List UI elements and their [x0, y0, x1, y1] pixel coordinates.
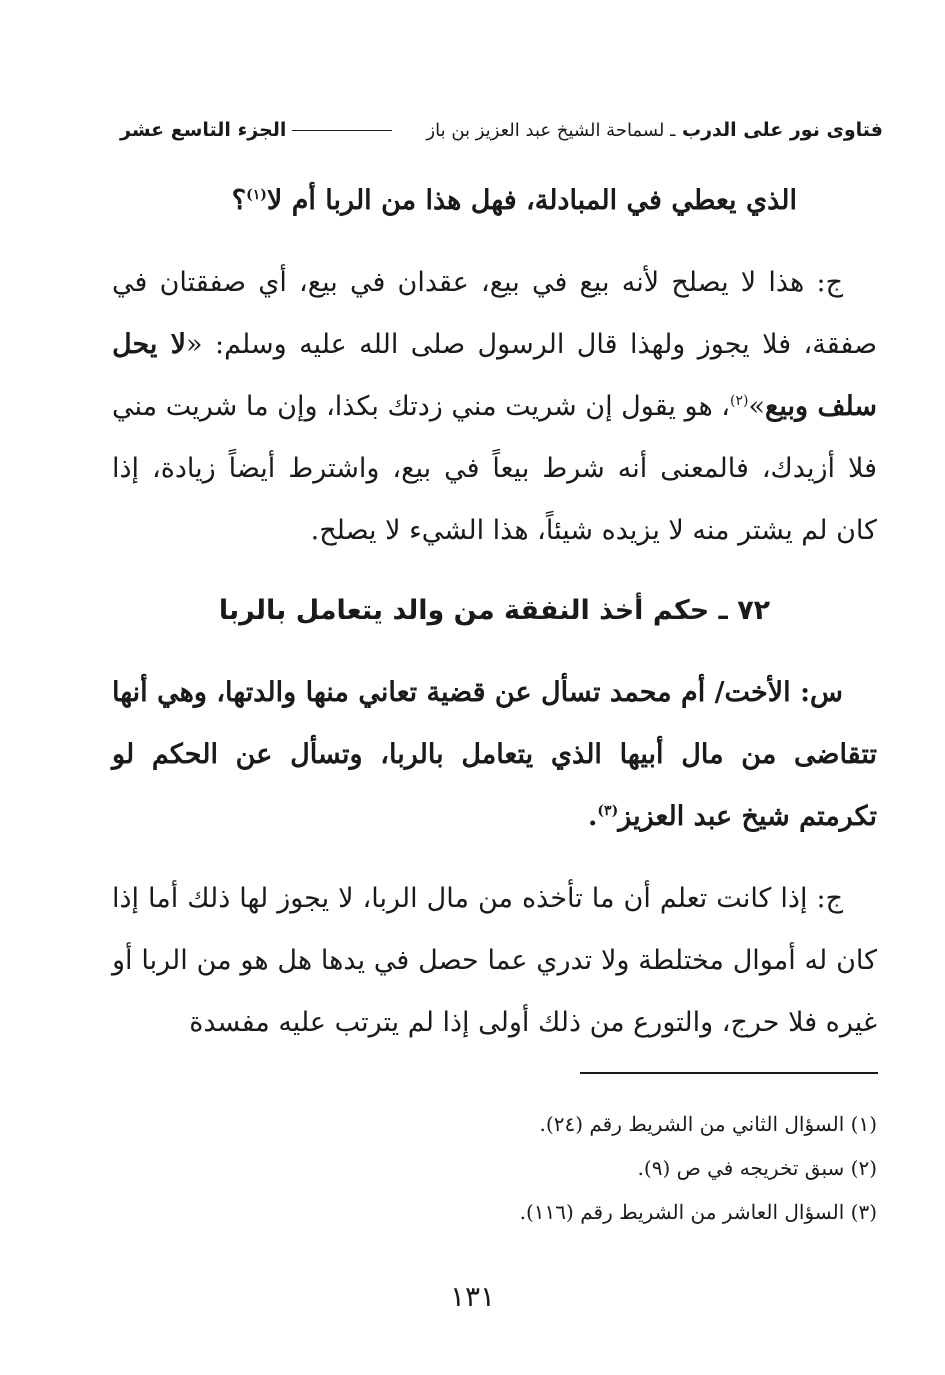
hadith-close: » — [748, 391, 766, 422]
answer1-part2: ، هو يقول إن شريت مني زدتك بكذا، وإن ما شريت مني فلا أزيدك، فالمعنى أنه شرط بيعاً في بيع، واشترط أيضاً زيادة، إذا كان لم يشتر منه لا يزيده شيئاً، هذا الشيء لا يصلح. — [112, 391, 877, 546]
answer-paragraph-1 — [112, 252, 877, 562]
header-author: ـ لسماحة الشيخ عبد العزيز بن باز — [426, 120, 676, 141]
question-paragraph-2 — [112, 662, 877, 848]
footnote-ref-1: (١) — [246, 187, 267, 203]
question-continuation — [112, 170, 877, 232]
footnotes — [112, 1102, 877, 1234]
question-continuation-text: الذي يعطي في المبادلة، فهل هذا من الربا أم لا — [266, 185, 797, 216]
footnote-2: (٢) سبق تخريجه في ص (٩). — [637, 1156, 877, 1180]
footnote-ref-3: (٣) — [597, 803, 619, 819]
header-volume-group — [120, 119, 398, 141]
hadith-quote: لا يحل سلف وبيع — [112, 329, 878, 422]
question2-text: س: الأخت/ أم محمد تسأل عن قضية تعاني منها والدتها، وهي أنها تتقاضى من مال أبيها الذي يتعامل بالربا، وتسأل عن الحكم لو تكرمتم شيخ عبد العزيز — [112, 677, 877, 832]
answer-paragraph-2: ج: إذا كانت تعلم أن ما تأخذه من مال الربا، لا يجوز لها ذلك أما إذا كان له أموال مختلطة ولا تدري عما حصل في يدها هل هو من الربا أو غيره فلا حرج، والتورع من ذلك أولى إذا لم يترتب عليه مفسدة — [112, 883, 877, 1038]
page-number: ١٣١ — [449, 1280, 496, 1313]
main-content — [112, 170, 877, 1054]
running-header — [120, 112, 883, 148]
header-book-author — [426, 119, 883, 141]
footnote-separator — [580, 1072, 878, 1074]
footnote-ref-2: (٢) — [730, 393, 749, 409]
question2-end: . — [588, 801, 598, 832]
header-dash-line — [292, 130, 392, 131]
question-continuation-end: ؟ — [231, 185, 247, 216]
footnote-3: (٣) السؤال العاشر من الشريط رقم (١١٦). — [519, 1200, 877, 1224]
header-book-title: فتاوى نور على الدرب — [682, 119, 883, 141]
answer1-part1: ج: هذا لا يصلح لأنه بيع في بيع، عقدان في بيع، أي صفقتان في صفقة، فلا يجوز ولهذا قال الرسول صلى الله عليه وسلم: « — [112, 267, 877, 360]
header-volume: الجزء التاسع عشر — [120, 119, 287, 141]
footnote-1: (١) السؤال الثاني من الشريط رقم (٢٤). — [539, 1112, 877, 1136]
section-heading: ٧٢ ـ حكم أخذ النفقة من والد يتعامل بالربا — [218, 595, 771, 626]
